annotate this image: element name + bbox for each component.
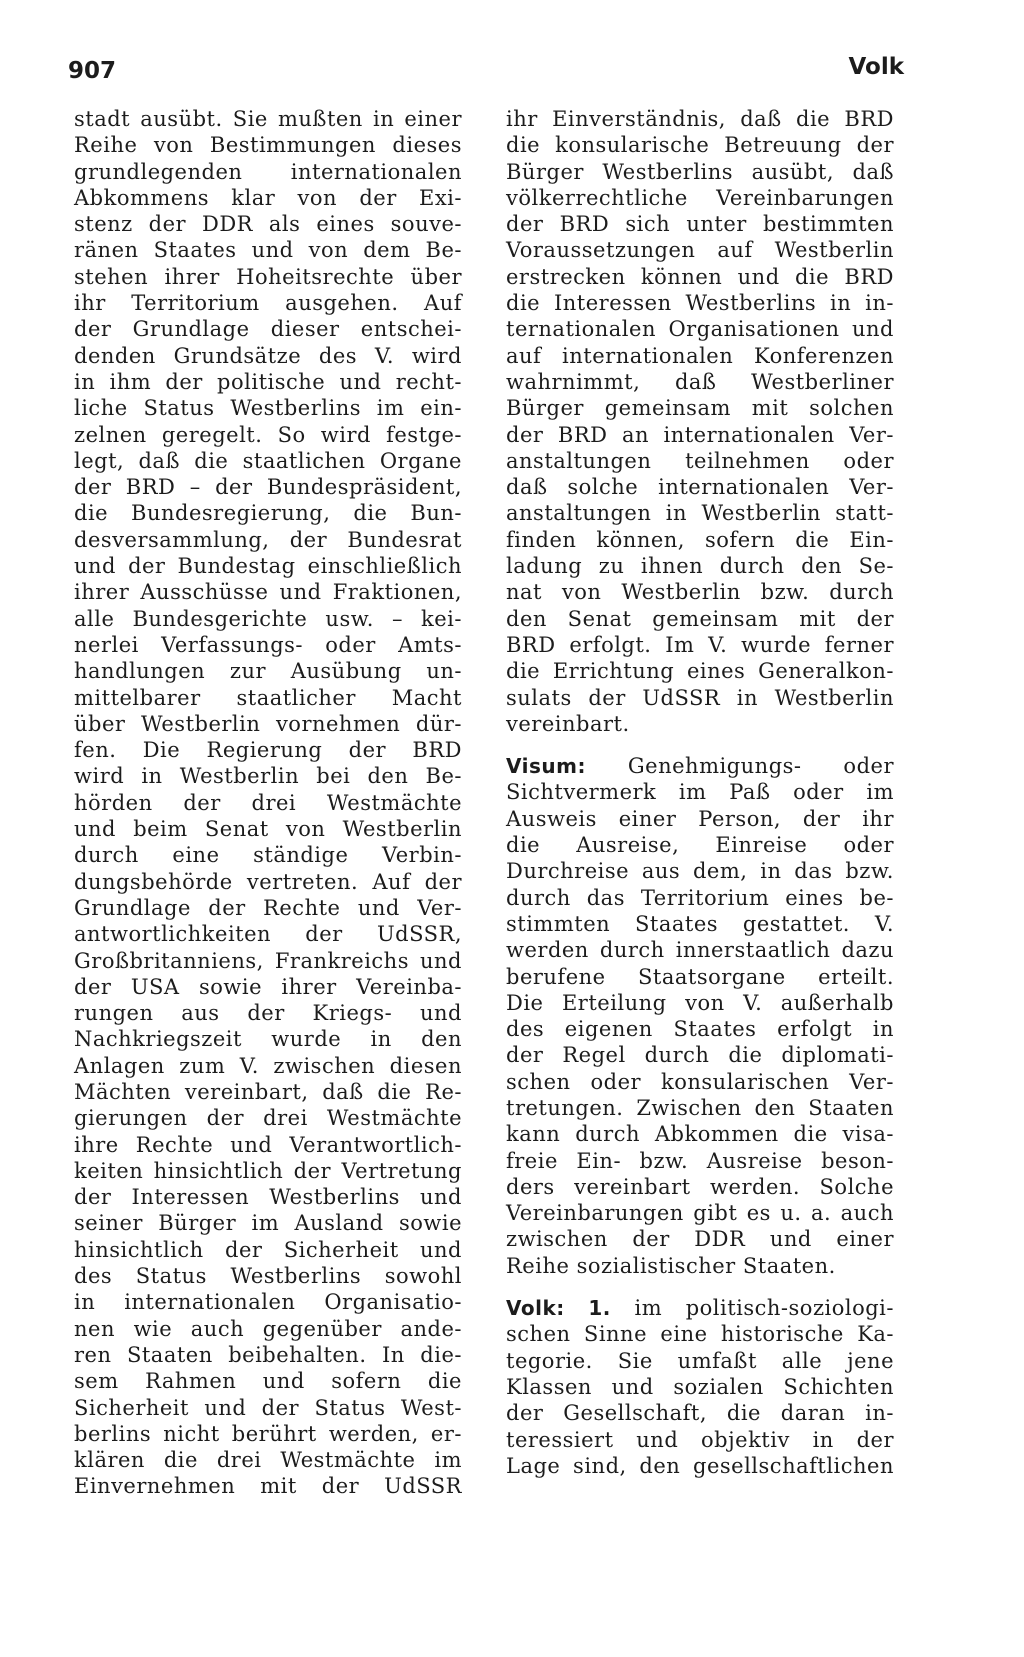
- continuation-paragraph: [506, 106, 894, 737]
- text-line: Sichtvermerk im Paß oder im: [506, 780, 894, 805]
- text-line: tegorie. Sie umfaßt alle jene: [506, 1348, 894, 1373]
- text-line: kann durch Abkommen die visa-: [506, 1122, 894, 1147]
- text-line: und beim Senat von Westberlin: [74, 817, 462, 842]
- text-line: der Grundlage dieser entschei-: [74, 317, 462, 342]
- text-line: Bürger Westberlins ausübt, daß: [506, 159, 894, 184]
- page-header: [68, 54, 904, 98]
- text-line: Ausweis einer Person, der ihr: [506, 806, 894, 831]
- text-line: der Regel durch die diplomati-: [506, 1043, 894, 1068]
- text-line: ladung zu ihnen durch den Se-: [506, 554, 894, 579]
- text-line: Nachkriegszeit wurde in den: [74, 1027, 462, 1052]
- text-line: Voraussetzungen auf Westberlin: [506, 238, 894, 263]
- text-line: ihr Territorium ausgehen. Auf: [74, 291, 462, 316]
- text-line: die Errichtung eines Generalkon-: [506, 659, 894, 684]
- text-line: die Ausreise, Einreise oder: [506, 833, 894, 858]
- entry-first-line: Genehmigungs- oder: [627, 754, 894, 779]
- text-line: und der Bundestag einschließlich: [74, 554, 462, 579]
- text-line: über Westberlin vornehmen dür-: [74, 711, 462, 736]
- text-line: Mächten vereinbart, daß die Re-: [74, 1079, 462, 1104]
- entry-term: Volk:: [506, 1296, 565, 1321]
- text-line: [506, 1295, 894, 1321]
- text-line: grundlegenden internationalen: [74, 159, 462, 184]
- text-line: schen oder konsularischen Ver-: [506, 1069, 894, 1094]
- text-line: fen. Die Regierung der BRD: [74, 738, 462, 763]
- text-line: klären die drei Westmächte im: [74, 1448, 462, 1473]
- text-line: die Bundesregierung, die Bun-: [74, 501, 462, 526]
- text-line: des Status Westberlins sowohl: [74, 1264, 462, 1289]
- text-line: Bürger gemeinsam mit solchen: [506, 396, 894, 421]
- text-line: ränen Staates und von dem Be-: [74, 238, 462, 263]
- text-line: berlins nicht berührt werden, er-: [74, 1421, 462, 1446]
- text-line: mittelbarer staatlicher Macht: [74, 685, 462, 710]
- left-column: [74, 106, 462, 1500]
- text-line: Großbritanniens, Frankreichs und: [74, 948, 462, 973]
- text-line: antwortlichkeiten der UdSSR,: [74, 922, 462, 947]
- entry-body: [506, 779, 894, 1279]
- text-line: stadt ausübt. Sie mußten in einer: [74, 107, 462, 131]
- text-line: freie Ein- bzw. Ausreise beson-: [506, 1148, 894, 1173]
- text-line: der BRD sich unter bestimmten: [506, 212, 894, 237]
- text-line: Anlagen zum V. zwischen diesen: [74, 1053, 462, 1078]
- right-column: [506, 106, 894, 1479]
- text-line: der BRD – der Bundespräsident,: [74, 475, 462, 500]
- entry-first-line: im politisch-soziologi-: [634, 1296, 894, 1321]
- text-line: erstrecken können und die BRD: [506, 264, 894, 289]
- text-line: wird in Westberlin bei den Be-: [74, 764, 462, 789]
- text-line: der Interessen Westberlins und: [74, 1185, 462, 1210]
- text-line: Die Erteilung von V. außerhalb: [506, 990, 894, 1015]
- text-line: sulats der UdSSR in Westberlin: [506, 685, 894, 710]
- text-line: Abkommens klar von der Exi-: [74, 185, 462, 210]
- text-line: rungen aus der Kriegs- und: [74, 1001, 462, 1026]
- text-line: ders vereinbart werden. Solche: [506, 1174, 894, 1199]
- sense-number: 1.: [588, 1296, 611, 1321]
- text-line: daß solche internationalen Ver-: [506, 475, 894, 500]
- text-line: die konsularische Betreuung der: [506, 133, 894, 158]
- entry-term: Visum:: [506, 754, 586, 779]
- text-line: anstaltungen in Westberlin statt-: [506, 501, 894, 526]
- text-line: ihre Rechte und Verantwortlich-: [74, 1132, 462, 1157]
- text-line: finden können, sofern die Ein-: [506, 527, 894, 552]
- text-line: schen Sinne eine historische Ka-: [506, 1322, 894, 1347]
- text-line: berufene Staatsorgane erteilt.: [506, 964, 894, 989]
- text-line: vereinbart.: [506, 711, 630, 736]
- text-line: dungsbehörde vertreten. Auf der: [74, 869, 462, 894]
- text-line: durch das Territorium eines be-: [506, 885, 894, 910]
- text-line: Sicherheit und der Status West-: [74, 1395, 462, 1420]
- text-line: nat von Westberlin bzw. durch: [506, 580, 894, 605]
- text-line: nen wie auch gegenüber ande-: [74, 1316, 462, 1341]
- text-line: keiten hinsichtlich der Vertretung: [74, 1158, 462, 1183]
- text-line: in internationalen Organisatio-: [74, 1290, 462, 1315]
- text-line: zelnen geregelt. So wird festge-: [74, 422, 462, 447]
- text-line: denden Grundsätze des V. wird: [74, 343, 462, 368]
- text-line: in ihm der politische und recht-: [74, 369, 462, 394]
- entry-body: [506, 1321, 894, 1479]
- text-line: wahrnimmt, daß Westberliner: [506, 369, 894, 394]
- entry-separator: [506, 737, 894, 753]
- text-line: durch eine ständige Verbin-: [74, 843, 462, 868]
- entry-volk: [506, 1295, 894, 1479]
- text-line: Durchreise aus dem, in das bzw.: [506, 859, 894, 884]
- text-line: teressiert und objektiv in der: [506, 1427, 894, 1452]
- text-line: handlungen zur Ausübung un-: [74, 659, 462, 684]
- text-line: des eigenen Staates erfolgt in: [506, 1017, 894, 1042]
- text-line: Reihe sozialistischer Staaten.: [506, 1253, 836, 1278]
- running-head: Volk: [848, 54, 904, 80]
- text-line: alle Bundesgerichte usw. – kei-: [74, 606, 462, 631]
- text-line: liche Status Westberlins im ein-: [74, 396, 462, 421]
- text-line: ihr Einverständnis, daß die BRD: [506, 107, 894, 131]
- page-number: 907: [68, 58, 117, 84]
- text-line: nerlei Verfassungs- oder Amts-: [74, 632, 462, 657]
- text-line: hinsichtlich der Sicherheit und: [74, 1237, 462, 1262]
- entry-visum: [506, 753, 894, 1279]
- text-line: tretungen. Zwischen den Staaten: [506, 1095, 894, 1120]
- text-line: seiner Bürger im Ausland sowie: [74, 1211, 462, 1236]
- text-line: stenz der DDR als eines souve-: [74, 212, 462, 237]
- text-line: ternationalen Organisationen und: [506, 317, 894, 342]
- text-line: völkerrechtliche Vereinbarungen: [506, 185, 894, 210]
- text-line: ihrer Ausschüsse und Fraktionen,: [74, 580, 462, 605]
- text-line: BRD erfolgt. Im V. wurde ferner: [506, 632, 894, 657]
- text-line: die Interessen Westberlins in in-: [506, 291, 894, 316]
- entry-separator: [506, 1279, 894, 1295]
- text-line: stehen ihrer Hoheitsrechte über: [74, 264, 462, 289]
- text-line: Vereinbarungen gibt es u. a. auch: [506, 1201, 894, 1226]
- text-line: stimmten Staates gestattet. V.: [506, 911, 894, 936]
- text-line: hörden der drei Westmächte: [74, 790, 462, 815]
- text-line: legt, daß die staatlichen Organe: [74, 448, 462, 473]
- text-line: Einvernehmen mit der UdSSR: [74, 1474, 462, 1499]
- text-line: [506, 753, 894, 779]
- text-line: gierungen der drei Westmächte: [74, 1106, 462, 1131]
- text-line: Lage sind, den gesellschaftlichen: [506, 1453, 894, 1478]
- text-line: der Gesellschaft, die daran in-: [506, 1401, 894, 1426]
- text-line: desversammlung, der Bundesrat: [74, 527, 462, 552]
- text-line: ren Staaten beibehalten. In die-: [74, 1342, 462, 1367]
- text-line: anstaltungen teilnehmen oder: [506, 448, 894, 473]
- text-line: Klassen und sozialen Schichten: [506, 1374, 894, 1399]
- text-line: den Senat gemeinsam mit der: [506, 606, 894, 631]
- text-line: auf internationalen Konferenzen: [506, 343, 894, 368]
- text-line: der USA sowie ihrer Vereinba-: [74, 974, 462, 999]
- text-line: sem Rahmen und sofern die: [74, 1369, 462, 1394]
- text-line: der BRD an internationalen Ver-: [506, 422, 894, 447]
- text-line: Grundlage der Rechte und Ver-: [74, 895, 462, 920]
- text-line: werden durch innerstaatlich dazu: [506, 938, 894, 963]
- text-line: zwischen der DDR und einer: [506, 1227, 894, 1252]
- text-line: Reihe von Bestimmungen dieses: [74, 133, 462, 158]
